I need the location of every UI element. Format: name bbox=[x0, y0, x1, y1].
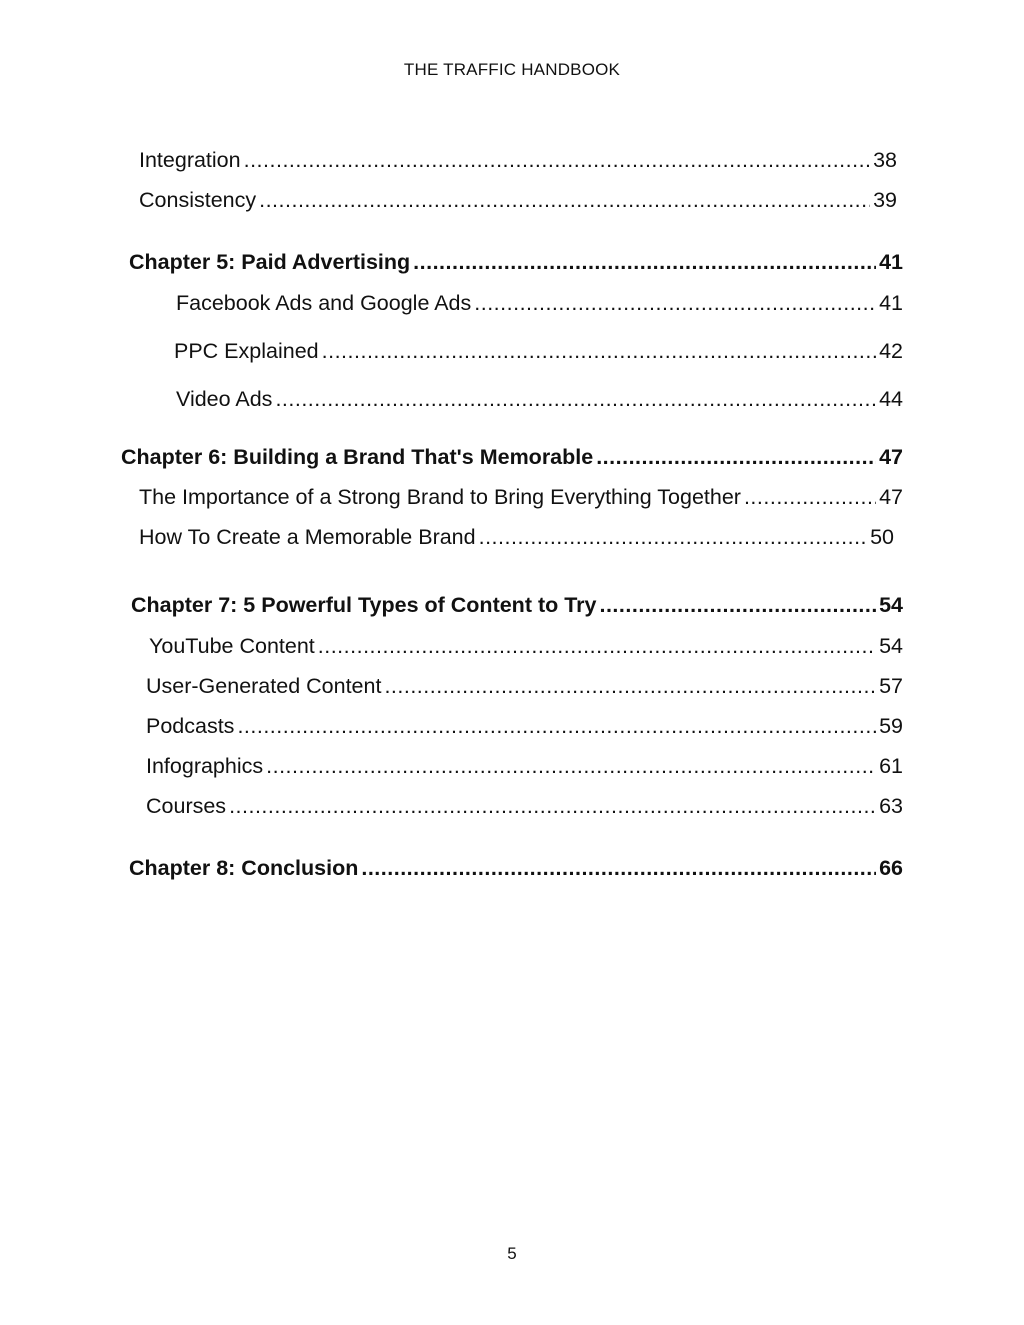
toc-entry-ppc-explained[interactable] bbox=[174, 338, 903, 364]
toc-chapter-5[interactable] bbox=[129, 249, 903, 275]
toc-entry-label: The Importance of a Strong Brand to Bring Everything Together bbox=[139, 485, 741, 509]
toc-entry-page: 54 bbox=[879, 634, 903, 658]
dot-leader bbox=[259, 187, 870, 213]
dot-leader bbox=[361, 855, 876, 881]
toc-entry-courses[interactable] bbox=[146, 793, 903, 819]
toc-entry-page: 63 bbox=[879, 794, 903, 818]
dot-leader bbox=[244, 147, 870, 173]
dot-leader bbox=[474, 290, 876, 316]
toc-entry-label: Integration bbox=[139, 148, 241, 172]
toc-chapter-8[interactable] bbox=[129, 855, 903, 881]
toc-entry-infographics[interactable] bbox=[146, 753, 903, 779]
dot-leader bbox=[322, 338, 876, 364]
toc-entry-page: 38 bbox=[873, 148, 897, 172]
toc-entry-consistency[interactable] bbox=[139, 187, 897, 213]
toc-chapter-7[interactable] bbox=[131, 592, 903, 618]
dot-leader bbox=[229, 793, 876, 819]
toc-entry-page: 61 bbox=[879, 754, 903, 778]
dot-leader bbox=[413, 249, 876, 275]
dot-leader bbox=[599, 592, 876, 618]
toc-entry-page: 66 bbox=[879, 856, 903, 880]
dot-leader bbox=[596, 444, 876, 470]
dot-leader bbox=[266, 753, 876, 779]
toc-entry-label: Chapter 7: 5 Powerful Types of Content to Try bbox=[131, 593, 597, 617]
toc-entry-label: Consistency bbox=[139, 188, 257, 212]
dot-leader bbox=[318, 633, 876, 659]
toc-entry-page: 57 bbox=[879, 674, 903, 698]
toc-entry-page: 44 bbox=[879, 387, 903, 411]
toc-entry-label: Podcasts bbox=[146, 714, 235, 738]
toc-entry-video-ads[interactable] bbox=[176, 386, 903, 412]
toc-entry-page: 47 bbox=[879, 485, 903, 509]
toc-entry-label: Video Ads bbox=[176, 387, 273, 411]
toc-entry-label: Chapter 5: Paid Advertising bbox=[129, 250, 411, 274]
toc-entry-integration[interactable] bbox=[139, 147, 897, 173]
toc-entry-facebook-google-ads[interactable] bbox=[176, 290, 903, 316]
toc-entry-label: User-Generated Content bbox=[146, 674, 382, 698]
toc-entry-label: Chapter 6: Building a Brand That's Memorable bbox=[121, 445, 594, 469]
running-header: THE TRAFFIC HANDBOOK bbox=[403, 60, 621, 79]
dot-leader bbox=[479, 524, 867, 550]
toc-chapter-6[interactable] bbox=[121, 444, 903, 470]
dot-leader bbox=[744, 484, 876, 510]
toc-entry-page: 59 bbox=[879, 714, 903, 738]
toc-entry-page: 54 bbox=[879, 593, 903, 617]
toc-entry-importance-strong-brand[interactable] bbox=[139, 484, 903, 510]
toc-entry-label: Courses bbox=[146, 794, 227, 818]
toc-entry-page: 50 bbox=[870, 525, 894, 549]
toc-entry-user-generated-content[interactable] bbox=[146, 673, 903, 699]
toc-entry-label: Infographics bbox=[146, 754, 264, 778]
toc-entry-label: Chapter 8: Conclusion bbox=[129, 856, 359, 880]
toc-entry-page: 41 bbox=[879, 250, 903, 274]
toc-entry-podcasts[interactable] bbox=[146, 713, 903, 739]
toc-entry-page: 47 bbox=[879, 445, 903, 469]
toc-entry-page: 39 bbox=[873, 188, 897, 212]
toc-entry-label: YouTube Content bbox=[149, 634, 315, 658]
toc-entry-label: PPC Explained bbox=[174, 339, 319, 363]
toc-entry-youtube-content[interactable] bbox=[149, 633, 903, 659]
toc-entry-page: 42 bbox=[879, 339, 903, 363]
toc-entry-label: Facebook Ads and Google Ads bbox=[176, 291, 472, 315]
dot-leader bbox=[237, 713, 876, 739]
dot-leader bbox=[384, 673, 876, 699]
toc-entry-label: How To Create a Memorable Brand bbox=[139, 525, 476, 549]
dot-leader bbox=[275, 386, 876, 412]
toc-entry-page: 41 bbox=[879, 291, 903, 315]
toc-entry-create-memorable-brand[interactable] bbox=[139, 524, 894, 550]
page-number: 5 bbox=[507, 1244, 517, 1263]
